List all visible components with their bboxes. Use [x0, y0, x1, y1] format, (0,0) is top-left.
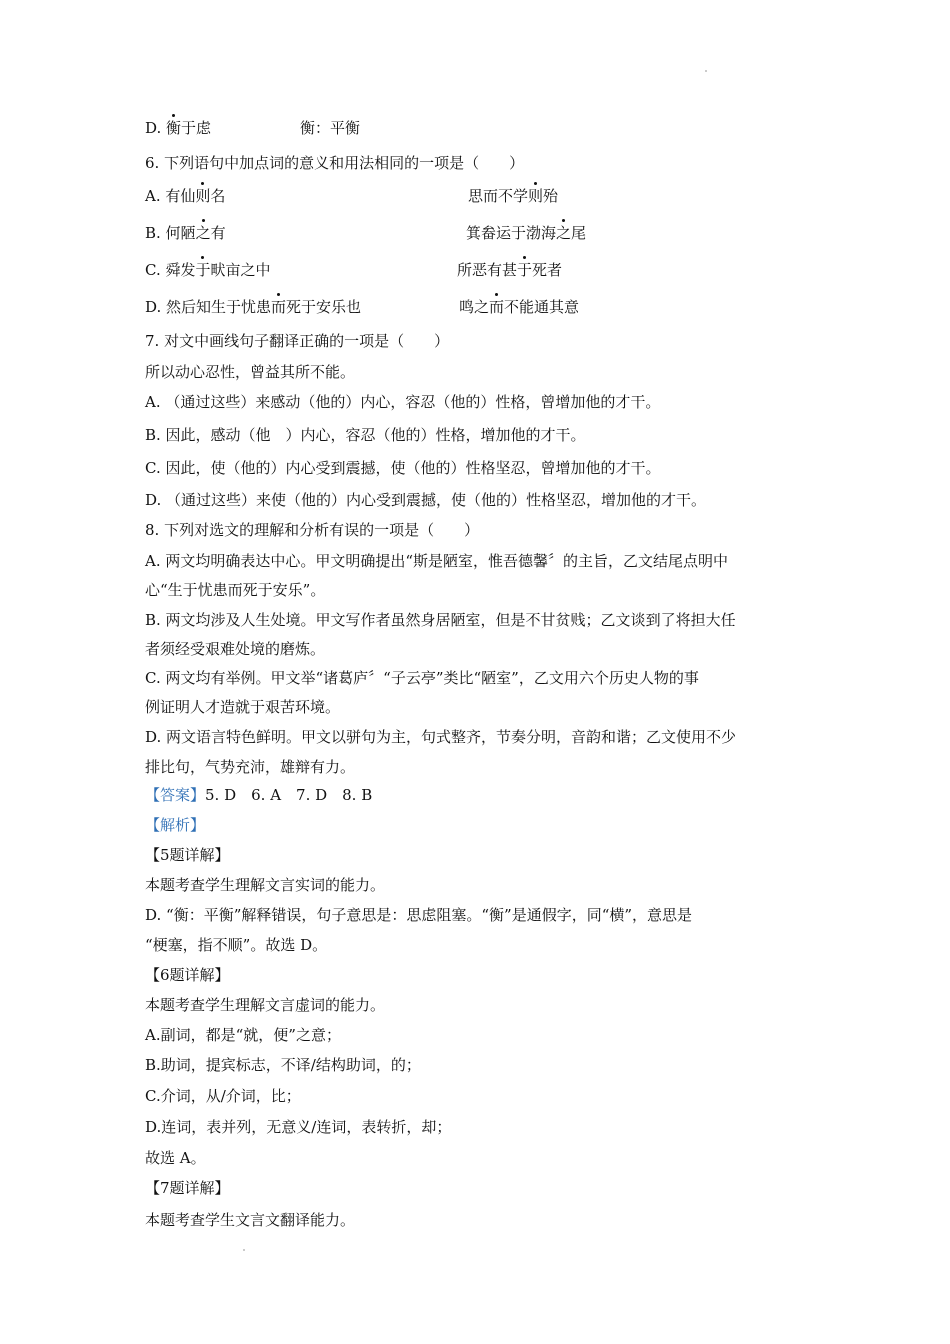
q5-detail-line3: “梗塞，指不顺”。故选 D。: [145, 936, 328, 954]
dotted-char: 于: [195, 261, 211, 279]
dotted-char: 之: [195, 224, 211, 242]
q6-option-d: D. 然后知生于忧患而死于安乐也: [145, 298, 362, 316]
q6-stem: 6. 下列语句中加点词的意义和用法相同的一项是（ ）: [145, 154, 525, 172]
q8-option-a-line2: 心“生于忧患而死于安乐”。: [145, 581, 326, 599]
scan-mark: [705, 70, 707, 72]
q6-option-c: C. 舜发于畎亩之中: [145, 261, 271, 279]
answer-tag: 【答案】: [145, 786, 206, 804]
dotted-char: 之: [556, 224, 572, 242]
q7-detail-line1: 本题考查学生文言文翻译能力。: [145, 1211, 356, 1229]
q8-option-b-line1: B. 两文均涉及人生处境。甲文写作者虽然身居陋室，但是不甘贫贱；乙文谈到了将担大任: [145, 611, 736, 629]
answer-text: 5. D 6. A 7. D 8. B: [205, 786, 373, 804]
q5-detail-line2: D. “衡：平衡”解释错误，句子意思是：思虑阻塞。“衡”是通假字，同“横”，意思是: [145, 906, 693, 924]
q6-detail-line5: D.连词，表并列，无意义/连词，表转折，却；: [145, 1118, 452, 1136]
dotted-char: 则: [195, 187, 211, 205]
q5-option-d-explain: 衡：平衡: [300, 119, 361, 137]
q6-option-d-right: 鸣之而不能通其意: [459, 298, 580, 316]
q7-detail-title: 【7题详解】: [145, 1179, 230, 1197]
q6-option-a-right: 思而不学则殆: [468, 187, 559, 205]
q8-option-a-line1: A. 两文均明确表达中心。甲文明确提出“斯是陋室，惟吾德馨〞的主旨，乙文结尾点明中: [145, 552, 729, 570]
answer-line: [145, 785, 372, 805]
dotted-char: 则: [528, 187, 544, 205]
q6-detail-line1: 本题考查学生理解文言虚词的能力。: [145, 996, 386, 1014]
q6-option-b: B. 何陋之有: [145, 224, 226, 242]
q6-detail-line4: C.介词，从/介词，比；: [145, 1087, 301, 1105]
q7-option-b: B. 因此，感动（他 ）内心，容忍（他的）性格，增加他的才干。: [145, 426, 586, 444]
q6-option-a: A. 有仙则名: [145, 187, 226, 205]
scan-mark: [243, 1249, 245, 1251]
q6-option-b-right: 箕畚运于渤海之尾: [466, 224, 587, 242]
q6-detail-line2: A.副词，都是“就，便”之意；: [145, 1026, 341, 1044]
q8-option-c-line2: 例证明人才造就于艰苦环境。: [145, 698, 341, 716]
q5-detail-line1: 本题考查学生理解文言实词的能力。: [145, 876, 386, 894]
q7-option-d: D. （通过这些）来使（他的）内心受到震撼，使（他的）性格坚忍，增加他的才干。: [145, 491, 707, 509]
q8-stem: 8. 下列对选文的理解和分析有误的一项是（ ）: [145, 521, 480, 539]
q8-option-d-line1: D. 两文语言特色鲜明。甲文以骈句为主，句式整齐，节奏分明，音韵和谐；乙文使用不少: [145, 728, 737, 746]
analysis-tag: 【解析】: [145, 816, 206, 834]
q7-sentence: 所以动心忍性，曾益其所不能。: [145, 363, 356, 381]
q6-detail-line3: B.助词，提宾标志，不译/结构助词，的；: [145, 1056, 421, 1074]
q6-detail-title: 【6题详解】: [145, 966, 230, 984]
q6-option-c-right: 所恶有甚于死者: [457, 261, 563, 279]
q7-stem: 7. 对文中画线句子翻译正确的一项是（ ）: [145, 332, 450, 350]
dotted-char: 而: [271, 298, 287, 316]
q5-detail-title: 【5题详解】: [145, 846, 230, 864]
q6-detail-line6: 故选 A。: [145, 1149, 206, 1167]
q8-option-d-line2: 排比句，气势充沛，雄辩有力。: [145, 758, 356, 776]
q5-option-d: D. 衡于虑: [145, 119, 212, 137]
dotted-char: 衡: [166, 119, 182, 137]
dotted-char: 于: [517, 261, 533, 279]
q8-option-b-line2: 者须经受艰难处境的磨炼。: [145, 640, 326, 658]
q7-option-a: A. （通过这些）来感动（他的）内心，容忍（他的）性格，曾增加他的才干。: [145, 393, 661, 411]
q8-option-c-line1: C. 两文均有举例。甲文举“诸葛庐〞“子云亭”类比“陋室”，乙文用六个历史人物的事: [145, 669, 699, 687]
q7-option-c: C. 因此，使（他的）内心受到震撼，使（他的）性格坚忍，曾增加他的才干。: [145, 459, 661, 477]
dotted-char: 而: [489, 298, 505, 316]
